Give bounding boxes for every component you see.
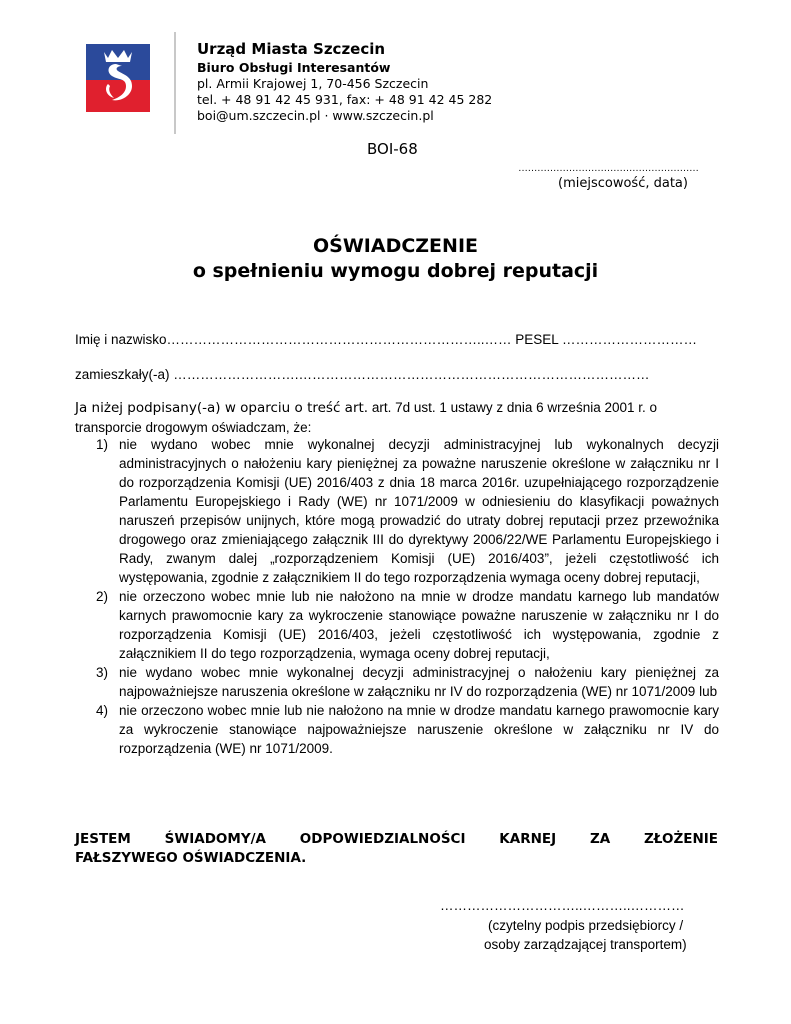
statement-list (96, 435, 719, 758)
header-block (197, 40, 492, 124)
list-item (96, 587, 719, 663)
list-item-text: nie wydano wobec mnie wykonalnej decyzji administracyjnej lub wykonalnych decyzji administracyjnych o nałożeniu kary pieniężnej za poważne naruszenie określone w załączniku nr I do rozporządzenia Komisji (UE) 2016/403 z dnia 18 marca 2016r. uzupełniającego rozporządzenie Parlamentu Europejskiego i Rady (WE) nr 1071/2009 w odniesieniu do klasyfikacji poważnych naruszeń przepisów unijnych, które mogą prowadzić do utraty dobrej reputacji przez przewoźnika drogowego oraz zmieniającego załącznik III do dyrektywy 2006/22/WE Parlamentu Europejskiego i Rady, zwanym dalej „rozporządzeniem Komisji (UE) 2016/403”, jeżeli częstotliwość ich występowania, zgodnie z załącznikiem II do tego rozporządzenia wymaga oceny dobrej reputacji, (119, 437, 719, 585)
list-item-text: nie orzeczono wobec mnie lub nie nałożono na mnie w drodze mandatu karnego lub mandatów karnych prawomocnie kary za wykroczenie stanowiące poważne naruszenie w załączniku nr I do rozporządzenia Komisji (UE) 2016/403, jeżeli częstotliwość ich występowania, zgodnie z załącznikiem II do tego rozporządzenia, wymaga oceny dobrej reputacji, (119, 589, 719, 661)
list-item (96, 435, 719, 587)
intro-rest: art. 7d ust. 1 ustawy z dnia 6 września 2001 r. o transporcie drogowym oświadczam, że: (75, 400, 657, 435)
signature-field[interactable]: …………………………..………..………… (440, 898, 685, 913)
signature-label-2: osoby zarządzającej transportem) (484, 937, 687, 952)
page-subtitle: o spełnieniu wymogu dobrej reputacji (192, 260, 599, 282)
place-date-field[interactable]: ………………………………………………… (518, 163, 699, 174)
list-item (96, 701, 719, 758)
declaration-line2: FAŁSZYWEGO OŚWIADCZENIA. (75, 850, 307, 866)
intro-lead: Ja niżej podpisany(-a) w oparciu o treść art. (75, 400, 369, 416)
szczecin-coat-of-arms-icon (86, 44, 150, 112)
header-divider (174, 32, 176, 134)
name-pesel-field[interactable]: Imię i nazwisko……………………………………………………………..…… PESEL ………………………… (75, 332, 698, 347)
list-item-text: nie wydano wobec mnie wykonalnej decyzji administracyjnej o nałożeniu kary pieniężnej za najpoważniejsze naruszenia określone w załączniku nr IV do rozporządzenia (WE) nr 1071/2009 lub (119, 665, 719, 699)
list-item-number: 4) (96, 703, 109, 718)
list-item-number: 2) (96, 589, 109, 604)
page-title: OŚWIADCZENIE (313, 235, 478, 257)
list-item-number: 3) (96, 665, 109, 680)
header-phone: tel. + 48 91 42 45 931, fax: + 48 91 42 45 282 (197, 92, 493, 107)
list-item (96, 663, 719, 701)
place-date-label: (miejscowość, data) (558, 176, 688, 191)
intro-paragraph (75, 398, 719, 437)
header-dept: Biuro Obsługi Interesantów (197, 60, 391, 75)
list-item-text: nie orzeczono wobec mnie lub nie nałożono na mnie w drodze mandatu karnego prawomocnie kary za wykroczenie stanowiące najpoważniejsze naruszenie określone w załączniku nr IV do rozporządzenia (WE) nr 1071/2009. (119, 703, 719, 756)
header-web: boi@um.szczecin.pl · www.szczecin.pl (197, 108, 434, 123)
signature-label-1: (czytelny podpis przedsiębiorcy / (488, 918, 684, 933)
address-field[interactable]: zamieszkały(-a) ……………………….…………………………………………………………………… (75, 367, 650, 382)
doc-code: BOI-68 (367, 140, 418, 158)
list-item-number: 1) (96, 437, 109, 452)
declaration-line1: JESTEM ŚWIADOMY/A ODPOWIEDZIALNOŚCI KARNEJ ZA ZŁOŻENIE (75, 831, 718, 847)
header-org: Urząd Miasta Szczecin (197, 40, 386, 58)
header-address: pl. Armii Krajowej 1, 70-456 Szczecin (197, 76, 429, 91)
